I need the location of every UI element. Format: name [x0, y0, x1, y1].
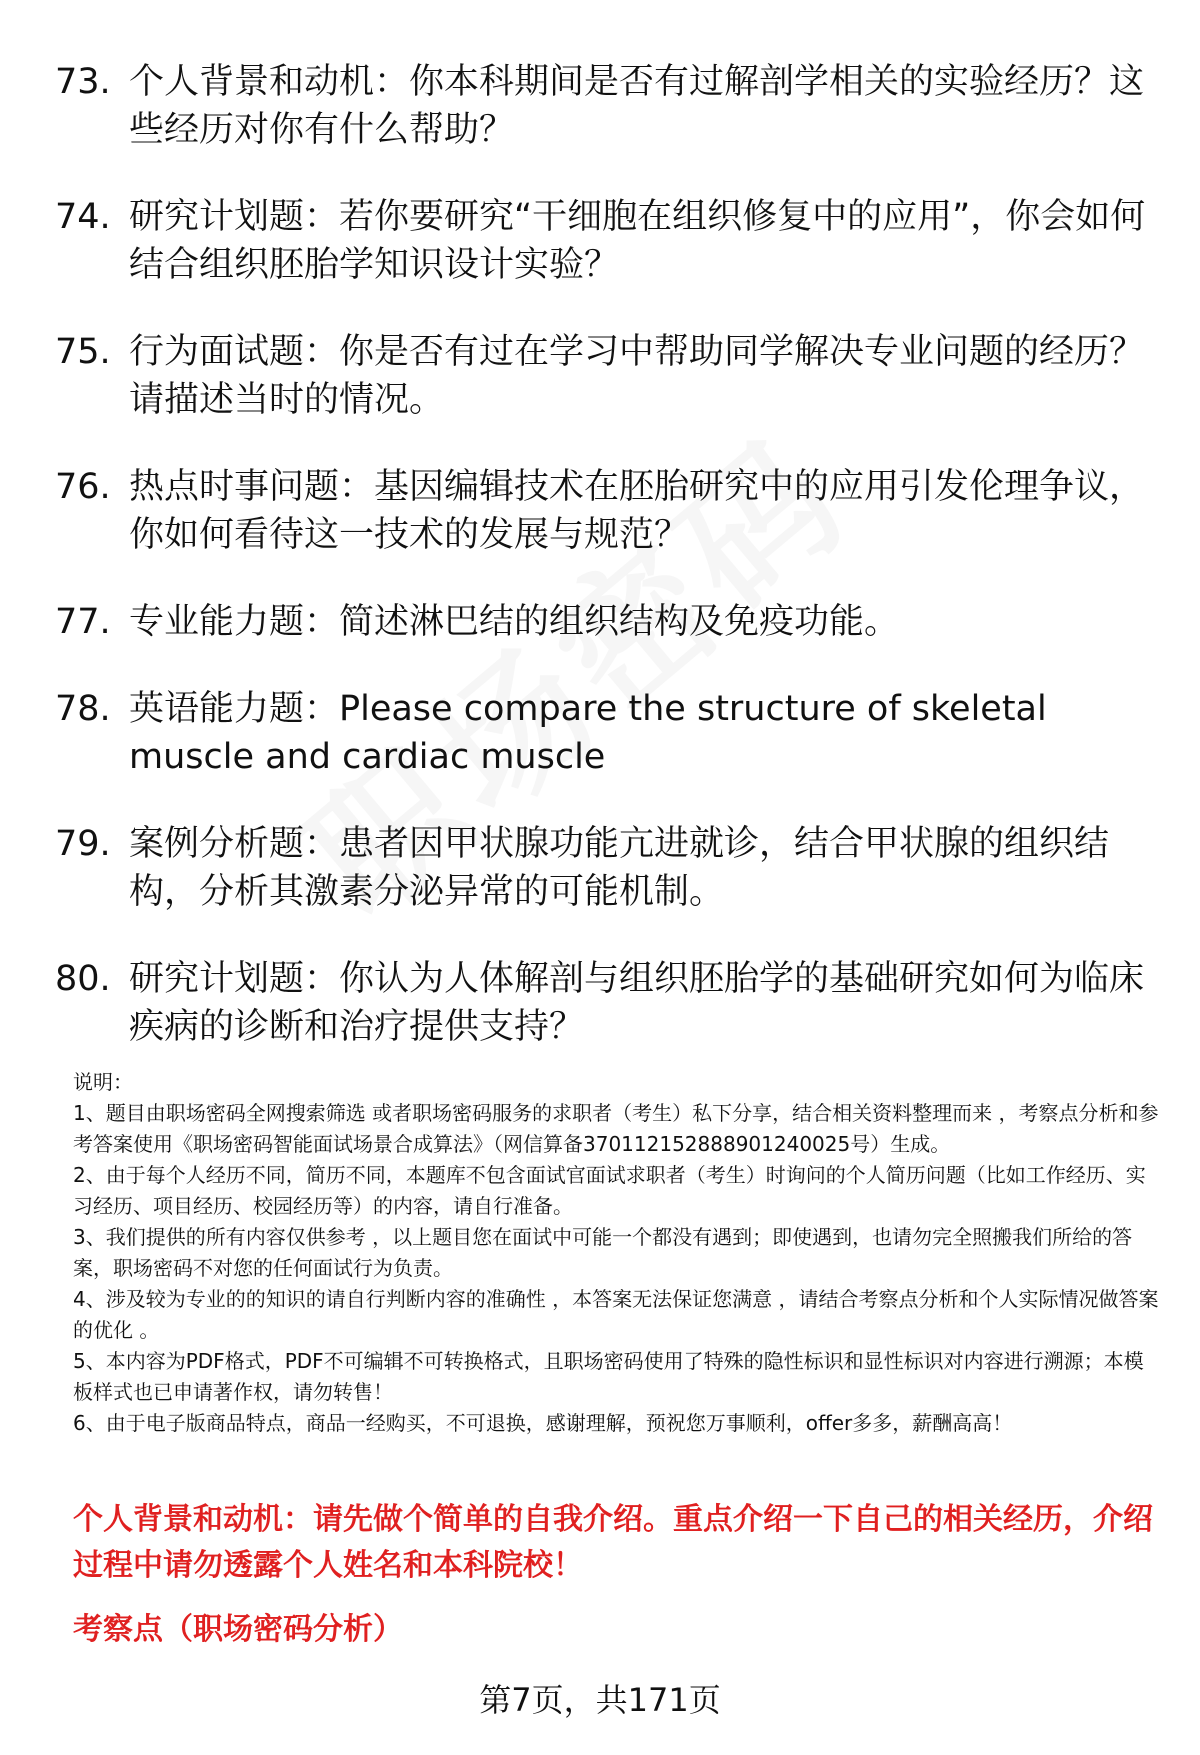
question-item	[55, 685, 1155, 781]
note-item: 6、由于电子版商品特点，商品一经购买，不可退换，感谢理解，预祝您万事顺利，offer多多，薪酬高高！	[73, 1411, 1013, 1435]
note-item: 2、由于每个人经历不同，简历不同，本题库不包含面试官面试求职者（考生）时询问的个人简历问题（比如工作经历、实习经历、项目经历、校园经历等）的内容，请自行准备。	[73, 1163, 1146, 1218]
question-text: 热点时事问题：基因编辑技术在胚胎研究中的应用引发伦理争议，你如何看待这一技术的发展与规范？	[129, 467, 1145, 555]
note-item: 3、我们提供的所有内容仅供参考 ，以上题目您在面试中可能一个都没有遇到；即使遇到，也请勿完全照搬我们所给的答案，职场密码不对您的任何面试行为负责。	[73, 1225, 1133, 1280]
question-number: 80.	[55, 959, 111, 999]
analysis-heading: 考察点（职场密码分析）	[73, 1612, 403, 1647]
question-text: 英语能力题：Please compare the structure of skeletal muscle and cardiac muscle	[129, 689, 1047, 777]
question-item	[55, 193, 1155, 289]
question-list	[55, 58, 1155, 1090]
notes-heading: 说明：	[73, 1070, 133, 1094]
question-number: 76.	[55, 467, 111, 507]
question-item	[55, 598, 1155, 646]
question-number: 78.	[55, 689, 111, 729]
note-item: 1、题目由职场密码全网搜索筛选 或者职场密码服务的求职者（考生）私下分享，结合相关资料整理而来 ，考察点分析和参考答案使用《职场密码智能面试场景合成算法》（网信算备370112152888901240025号）生成。	[73, 1101, 1159, 1156]
question-text: 行为面试题：你是否有过在学习中帮助同学解决专业问题的经历？请描述当时的情况。	[129, 332, 1145, 420]
notes-section	[73, 1067, 1163, 1439]
question-text: 专业能力题：简述淋巴结的组织结构及免疫功能。	[129, 602, 900, 642]
question-item	[55, 820, 1155, 916]
question-text: 个人背景和动机：你本科期间是否有过解剖学相关的实验经历？这些经历对你有什么帮助？	[129, 62, 1145, 150]
question-number: 75.	[55, 332, 111, 372]
question-number: 74.	[55, 197, 111, 237]
question-number: 79.	[55, 824, 111, 864]
intro-question: 个人背景和动机：请先做个简单的自我介绍。重点介绍一下自己的相关经历，介绍过程中请勿透露个人姓名和本科院校！	[73, 1502, 1153, 1583]
page-number: 第7页，共171页	[479, 1681, 721, 1719]
question-text: 案例分析题：患者因甲状腺功能亢进就诊，结合甲状腺的组织结构，分析其激素分泌异常的可能机制。	[129, 824, 1110, 912]
note-item: 5、本内容为PDF格式，PDF不可编辑不可转换格式，且职场密码使用了特殊的隐性标识和显性标识对内容进行溯源；本模板样式也已申请著作权，请勿转售！	[73, 1349, 1144, 1404]
note-item: 4、涉及较为专业的的知识的请自行判断内容的准确性 ，本答案无法保证您满意 ，请结合考察点分析和个人实际情况做答案的优化 。	[73, 1287, 1159, 1342]
question-text: 研究计划题：你认为人体解剖与组织胚胎学的基础研究如何为临床疾病的诊断和治疗提供支持？	[129, 959, 1145, 1047]
question-item	[55, 463, 1155, 559]
question-number: 73.	[55, 62, 111, 102]
question-item	[55, 58, 1155, 154]
question-item	[55, 328, 1155, 424]
question-number: 77.	[55, 602, 111, 642]
question-item	[55, 955, 1155, 1051]
question-text: 研究计划题：若你要研究“干细胞在组织修复中的应用”，你会如何结合组织胚胎学知识设计实验？	[129, 197, 1146, 285]
